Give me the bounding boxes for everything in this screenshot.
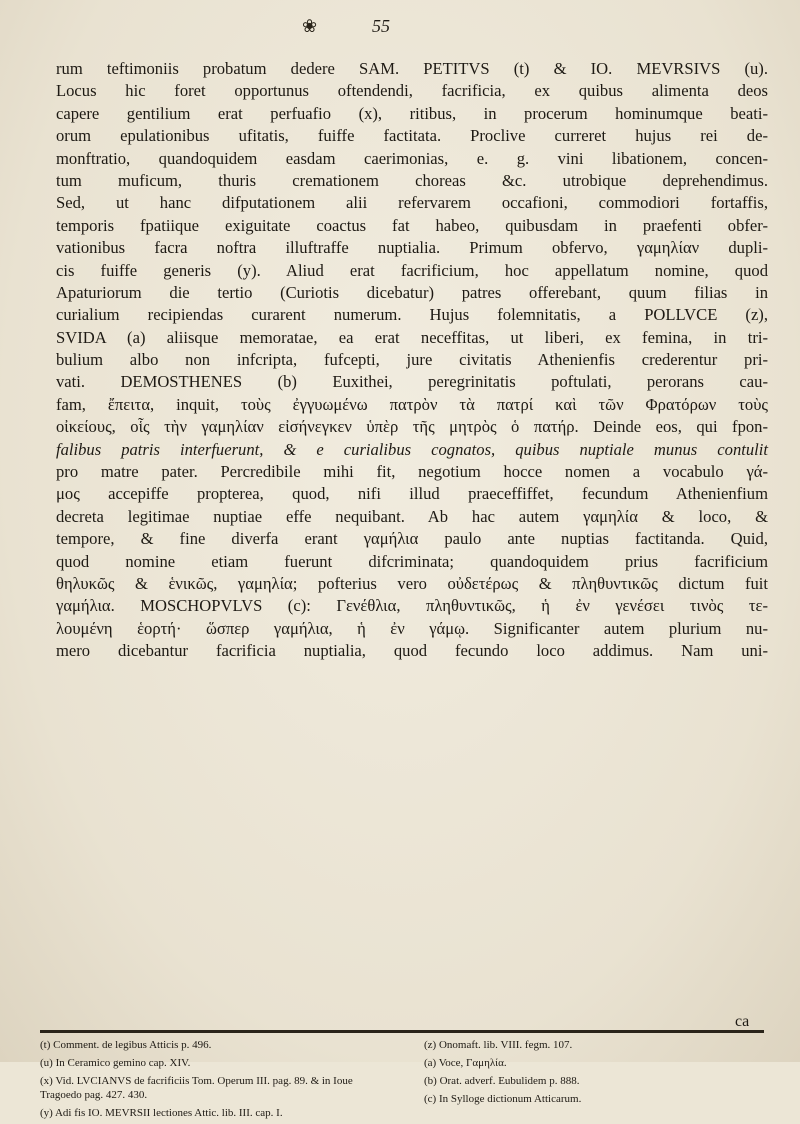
main-text bbox=[56, 58, 768, 663]
text-line: decreta legitimae nuptiae effe nequibant. Ab hac autem γαμηλία & loco, & bbox=[56, 506, 768, 526]
text-line: curialium recipiendas curarent numerum. Hujus folemnitatis, a POLLVCE (z), bbox=[56, 305, 768, 325]
text-line: pro matre pater. Percredibile mihi fit, negotium hocce nomen a vocabulo γά- bbox=[56, 462, 768, 482]
text-line: vationibus facra noftra illuftraffe nuptialia. Primum obfervo, γαμηλίαν dupli- bbox=[56, 238, 768, 258]
footnotes bbox=[40, 1038, 764, 1119]
footnote: (x) Vid. LVCIANVS de facrificiis Tom. Operum III. pag. 89. & in Ioue Tragoedo pag. 427. 430. bbox=[40, 1075, 353, 1101]
text-line: fam, ἔπειτα, inquit, τοὺς ἐγγυωμένω πατρὸν τὰ πατρί καὶ τῶν Φρατόρων τοὺς bbox=[56, 394, 768, 414]
text-line: monftratio, quandoquidem easdam caerimonias, e. g. vini libationem, concen- bbox=[56, 148, 768, 168]
footnote: (c) In Sylloge dictionum Atticarum. bbox=[424, 1093, 582, 1105]
text-line: γαμήλια. MOSCHOPVLVS (c): Γενέθλια, πληθυντικῶς, ἡ ἐν γενέσει τινὸς τε- bbox=[56, 596, 768, 616]
footnote: (z) Onomaft. lib. VIII. fegm. 107. bbox=[424, 1039, 573, 1051]
text-line: cis fuiffe generis (y). Aliud erat facrificium, hoc appellatum nomine, quod bbox=[56, 260, 768, 280]
text-line: Locus hic foret opportunus oftendendi, facrificia, ex quibus alimenta deos bbox=[56, 81, 768, 101]
text-line: Sed, ut hanc difputationem alii refervarem occafioni, commodiori fortaffis, bbox=[56, 193, 768, 213]
text-line: μος accepiffe propterea, quod, nifi illud praeceffiffet, fecundum Athenienfium bbox=[56, 484, 768, 504]
text-line: quod nomine etiam fuerunt difcriminata; quandoquidem prius facrificium bbox=[56, 551, 768, 571]
text-line: tempore, & fine diverfa erant γαμήλια paulo ante nuptias factitanda. Quid, bbox=[56, 529, 768, 549]
footnote: (a) Voce, Γαμηλία. bbox=[424, 1057, 507, 1069]
text-line: mero dicebantur facrificia nuptialia, quod fecundo loco addimus. Nam uni- bbox=[56, 641, 768, 661]
text-line: SVIDA (a) aliisque memoratae, ea erat neceffitas, ut liberi, ex femina, in tri- bbox=[56, 327, 768, 347]
footnote: (t) Comment. de legibus Atticis p. 496. bbox=[40, 1039, 212, 1051]
footnotes-right-column bbox=[424, 1038, 764, 1110]
text-line: capere gentilium erat perfuafio (x), ritibus, in procerum hominumque beati- bbox=[56, 103, 768, 123]
text-line: λουμένη ἑορτή· ὥσπερ γαμήλια, ἡ ἐν γάμῳ. Significanter autem plurium nu- bbox=[56, 618, 768, 638]
text-line: temporis fpatiique exiguitate coactus fat habeo, quibusdam in praefenti obfer- bbox=[56, 215, 768, 235]
text-line: οἰκείους, οἷς τὴν γαμηλίαν εἰσήνεγκεν ὑπὲρ τῆς μητρὸς ὁ πατήρ. Deinde eos, qui fpon- bbox=[56, 417, 768, 437]
footnotes-left-column bbox=[40, 1038, 380, 1124]
footnote: (b) Orat. adverf. Eubulidem p. 888. bbox=[424, 1075, 580, 1087]
text-line: θηλυκῶς & ἑνικῶς, γαμηλία; pofterius vero οὐδετέρως & πληθυντικῶς dictum fuit bbox=[56, 573, 768, 593]
page-header bbox=[0, 14, 800, 42]
text-line: falibus patris interfuerunt, & e curialibus cognatos, quibus nuptiale munus contulit bbox=[56, 439, 768, 459]
footnote-rule bbox=[40, 1030, 764, 1033]
text-line: bulium albo non infcripta, fufcepti, jure civitatis Athenienfis crederentur pri- bbox=[56, 350, 768, 370]
text-line: orum epulationibus ufitatis, fuiffe factitata. Proclive curreret hujus rei de- bbox=[56, 126, 768, 146]
text-line: vati. DEMOSTHENES (b) Euxithei, peregrinitatis poftulati, perorans cau- bbox=[56, 372, 768, 392]
catchword: ca bbox=[735, 1013, 750, 1030]
footnote: (u) In Ceramico gemino cap. XIV. bbox=[40, 1057, 191, 1069]
page-number: 55 bbox=[372, 16, 390, 36]
footnote: (y) Adi fis IO. MEVRSII lectiones Attic. lib. III. cap. I. bbox=[40, 1107, 283, 1119]
text-line: Apaturiorum die tertio (Curiotis dicebatur) patres offerebant, quum filias in bbox=[56, 282, 768, 302]
flower-ornament-icon: ❀ bbox=[302, 16, 318, 36]
text-line: tum muficum, thuris cremationem choreas &c. utrobique deprehendimus. bbox=[56, 170, 768, 190]
text-line: rum teftimoniis probatum dedere SAM. PETITVS (t) & IO. MEVRSIVS (u). bbox=[56, 59, 768, 78]
